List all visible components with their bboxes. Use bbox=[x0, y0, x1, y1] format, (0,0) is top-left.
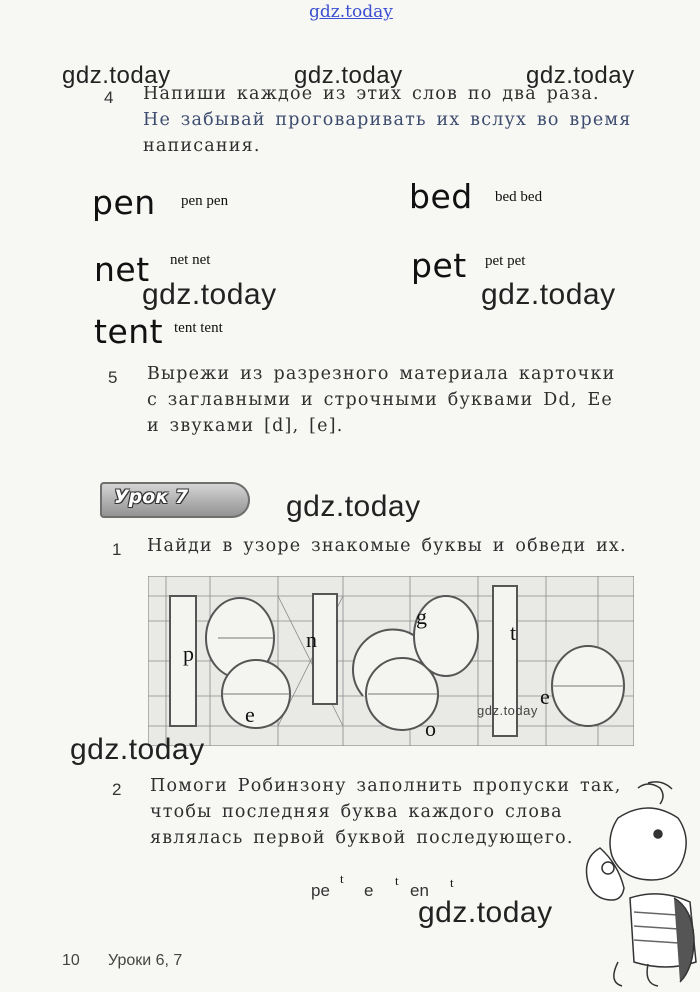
found-letter: g bbox=[416, 604, 427, 629]
watermark: gdz.today bbox=[70, 733, 205, 766]
watermark: gdz.today bbox=[481, 278, 616, 311]
found-letter: p bbox=[183, 641, 194, 666]
task-instruction-line: с заглавными и строчными буквами Dd, Ee bbox=[147, 390, 613, 410]
found-letter: n bbox=[306, 627, 317, 652]
handwritten-answer: tent tent bbox=[174, 320, 223, 336]
found-letter: e bbox=[245, 702, 255, 727]
vocab-word: bed bbox=[409, 177, 473, 216]
task-number: 1 bbox=[112, 540, 122, 559]
found-letter: o bbox=[425, 716, 436, 741]
task-instruction-line: Найди в узоре знакомые буквы и обведи их. bbox=[147, 536, 627, 556]
pattern-graphic bbox=[148, 576, 634, 746]
handwritten-answer: pet pet bbox=[485, 253, 526, 269]
found-letter: t bbox=[510, 620, 517, 645]
sequence-word: en bbox=[410, 881, 429, 900]
watermark: gdz.today bbox=[418, 896, 553, 929]
footer-title: Уроки 6, 7 bbox=[108, 952, 183, 969]
top-watermark[interactable]: gdz.today bbox=[309, 2, 393, 22]
task-instruction-line: чтобы последняя буква каждого слова bbox=[150, 802, 563, 822]
lesson-badge bbox=[100, 482, 250, 518]
lesson-title: Урок 7 bbox=[114, 486, 189, 508]
watermark: gdz.today bbox=[62, 62, 171, 89]
found-letter: e bbox=[540, 684, 550, 709]
watermark: gdz.today bbox=[526, 62, 635, 89]
vocab-word: tent bbox=[94, 312, 164, 351]
sequence-word: pe bbox=[311, 881, 330, 900]
watermark: gdz.today bbox=[286, 490, 421, 523]
task-instruction-line: являлась первой буквой последующего. bbox=[150, 828, 574, 848]
watermark: gdz.today bbox=[294, 62, 403, 89]
vocab-word: pet bbox=[411, 246, 467, 285]
vocab-word: net bbox=[94, 250, 150, 289]
sequence-fill: t bbox=[395, 873, 399, 888]
task-instruction-line: и звуками [d], [e]. bbox=[147, 416, 344, 436]
parrot-icon bbox=[578, 778, 700, 988]
task-instruction-line: Не забывай проговаривать их вслух во время bbox=[143, 110, 632, 130]
vocab-word: pen bbox=[92, 183, 156, 222]
task-instruction-line: Помоги Робинзону заполнить пропуски так, bbox=[150, 776, 622, 796]
handwritten-answer: bed bed bbox=[495, 189, 543, 205]
sequence-fill: t bbox=[340, 871, 344, 886]
task-number: 5 bbox=[108, 368, 118, 387]
task-number: 4 bbox=[104, 88, 114, 107]
page-number: 10 bbox=[62, 952, 80, 969]
handwritten-answer: pen pen bbox=[181, 193, 229, 209]
task-instruction-line: написания. bbox=[143, 136, 261, 156]
sequence-word: e bbox=[364, 881, 374, 900]
sequence-fill: t bbox=[450, 875, 454, 890]
task-instruction-line: Напиши каждое из этих слов по два раза. bbox=[143, 84, 600, 104]
letter-pattern bbox=[148, 576, 634, 746]
handwritten-answer: net net bbox=[170, 252, 211, 268]
parrot-illustration bbox=[578, 778, 700, 988]
task-number: 2 bbox=[112, 780, 122, 799]
task-instruction-line: Вырежи из разрезного материала карточки bbox=[147, 364, 616, 384]
watermark: gdz.today bbox=[477, 703, 538, 718]
watermark: gdz.today bbox=[142, 278, 277, 311]
